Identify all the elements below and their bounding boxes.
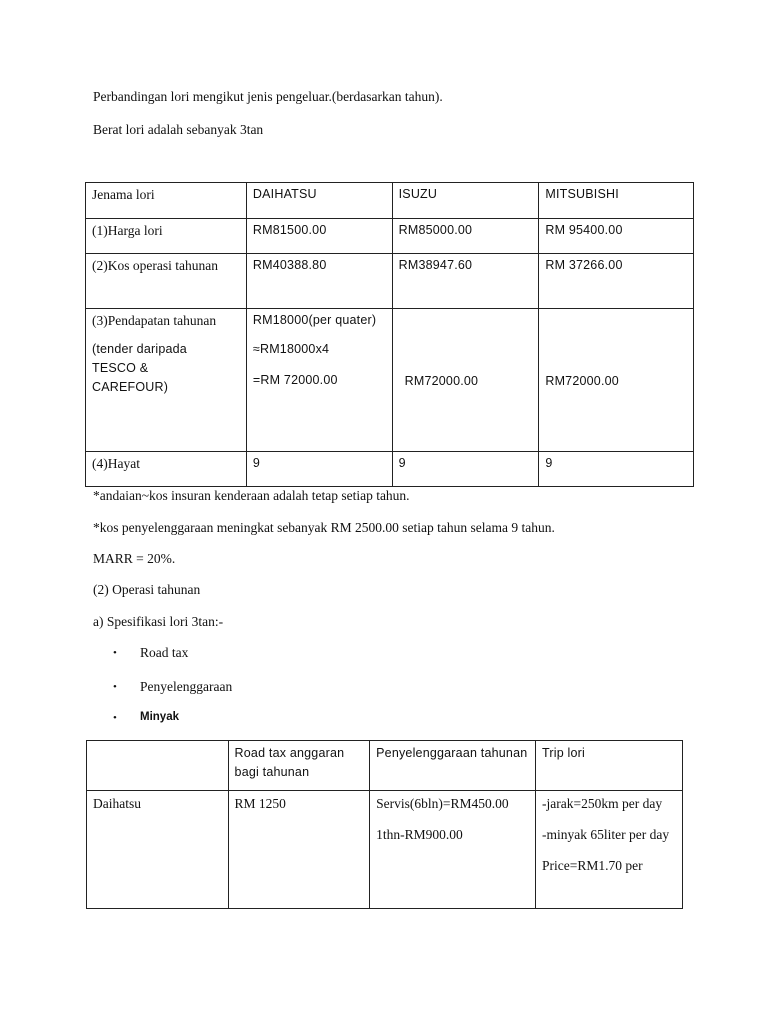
row-label-pendapatan [86,309,247,452]
header-trip: Trip lori [536,741,683,791]
header-empty [87,741,229,791]
cell-harga-daihatsu: RM81500.00 [246,219,392,254]
header-mitsubishi: MITSUBISHI [539,183,694,219]
pendapatan-label: (3)Pendapatan tahunan [92,313,217,328]
maintenance-line-2: 1thn-RM900.00 [376,827,463,842]
bullet-road-tax: Road tax [140,645,189,660]
comparison-table [85,182,694,487]
cell-kos-isuzu: RM38947.60 [392,254,539,309]
table-header-row [86,183,694,219]
bullet-penyelenggaraan: Penyelenggaraan [140,679,233,694]
section-heading: (2) Operasi tahunan [93,582,201,597]
cell-maintenance [370,791,536,909]
header-maintenance: Penyelenggaraan tahunan [370,741,536,791]
note-maintenance: *kos penyelenggaraan meningkat sebanyak RM 2500.00 setiap tahun selama 9 tahun. [93,520,555,535]
note-insurance: *andaian~kos insuran kenderaan adalah tetap setiap tahun. [93,488,410,503]
cell-kos-mitsubishi: RM 37266.00 [539,254,694,309]
cell-hayat-daihatsu: 9 [246,452,392,487]
cell-harga-isuzu: RM85000.00 [392,219,539,254]
pendapatan-note: (tender daripada TESCO & CAREFOUR) [92,342,187,394]
row-label-kos: (2)Kos operasi tahunan [86,254,247,309]
row-label-hayat: (4)Hayat [86,452,247,487]
header-isuzu: ISUZU [392,183,539,219]
trip-line-2: -minyak 65liter per day [542,827,670,842]
cell-hayat-isuzu: 9 [392,452,539,487]
cell-harga-mitsubishi: RM 95400.00 [539,219,694,254]
cell-pendapatan-daihatsu [246,309,392,452]
maintenance-line-1: Servis(6bln)=RM450.00 [376,796,509,811]
intro-line-1: Perbandingan lori mengikut jenis pengeluar.(berdasarkan tahun). [93,89,443,104]
cell-pendapatan-mitsubishi: RM72000.00 [539,309,694,452]
trip-line-1: -jarak=250km per day [542,796,663,811]
cell-brand: Daihatsu [87,791,229,909]
table-row-daihatsu [87,791,683,909]
cell-kos-daihatsu: RM40388.80 [246,254,392,309]
pendapatan-daihatsu-line-1: RM18000(per quater) [252,313,377,327]
header-road-tax: Road tax anggaran bagi tahunan [228,741,370,791]
header-jenama: Jenama lori [86,183,247,219]
bullet-icon: • [113,647,117,659]
bullet-icon: • [113,712,117,724]
marr-text: MARR = 20%. [93,551,176,566]
pendapatan-daihatsu-line-3: =RM 72000.00 [252,373,338,387]
table-row-kos [86,254,694,309]
cell-road-tax: RM 1250 [228,791,370,909]
spec-heading: a) Spesifikasi lori 3tan:- [93,614,224,629]
trip-line-3: Price=RM1.70 per [542,858,643,873]
cell-hayat-mitsubishi: 9 [539,452,694,487]
cell-trip [536,791,683,909]
bullet-icon: • [113,681,117,693]
table-row-hayat [86,452,694,487]
cell-pendapatan-isuzu: RM72000.00 [392,309,539,452]
table-row-pendapatan [86,309,694,452]
operation-table [86,740,683,909]
intro-line-2: Berat lori adalah sebanyak 3tan [93,122,264,137]
pendapatan-daihatsu-line-2: ≈RM18000x4 [252,342,330,356]
row-label-harga: (1)Harga lori [86,219,247,254]
header-daihatsu: DAIHATSU [246,183,392,219]
table-row-harga [86,219,694,254]
bullet-minyak: Minyak [140,711,179,723]
table-header-row [87,741,683,791]
